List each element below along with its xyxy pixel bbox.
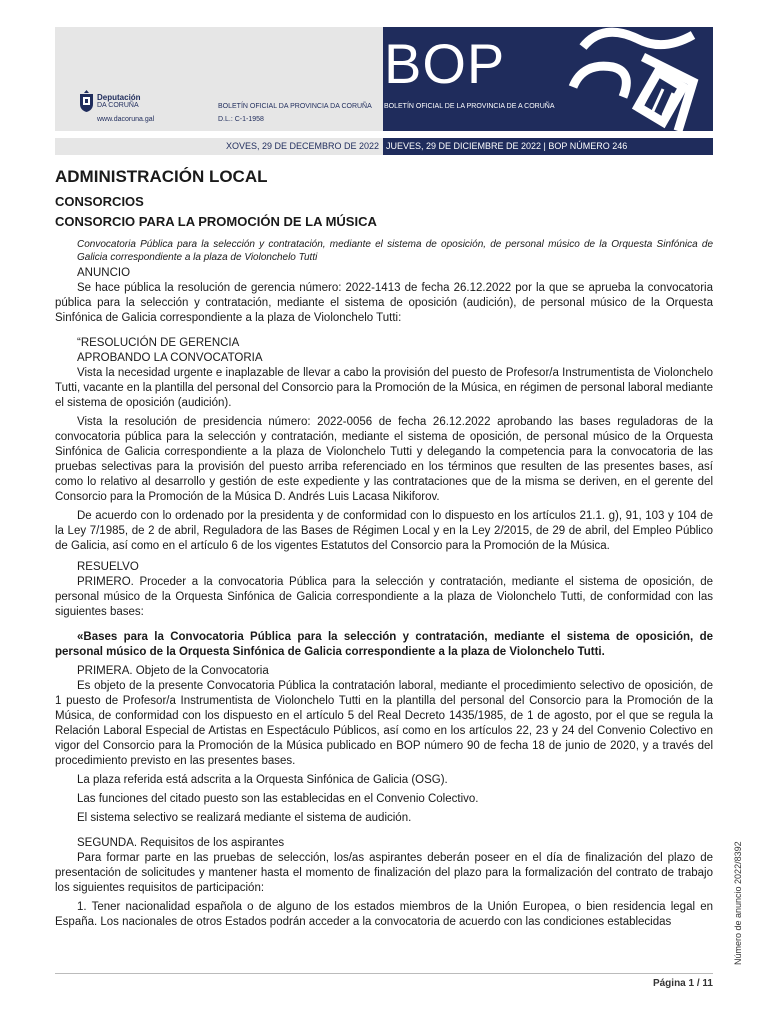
bulletin-title-galician: BOLETÍN OFICIAL DA PROVINCIA DA CORUÑA <box>218 103 372 110</box>
paragraph-objeto: Es objeto de la presente Convocatoria Pública la contratación laboral, mediante el procedimiento selectivo de oposición, de 1 puesto de Profesor/a Instrumentista de Violonchelo Tutti en la plantilla del personal del Consorcio para la Promoción de la Música, de conformidad con los dispuesto en el artículo 5 del Real Decreto 1435/1985, de 1 de agosto, por el que se regula la Relación Laboral Especial de Artistas en Espectáculo Públicos, así como en los artículos 22, 23 y 24 del Convenio Colectivo en vigor del Consorcio para la Promoción de la Música publicado en BOP número 90 de fecha 18 de junio de 2020, y a través del procedimiento previsto en las presentes bases. <box>55 680 713 767</box>
paragraph-intro: Se hace pública la resolución de gerencia número: 2022-1413 de fecha 26.12.2022 por la que se aprueba la convocatoria pública para la selección y contratación, mediante el sistema de oposición (audición), de personal músico de la Orquesta Sinfónica de Galicia correspondiente a la plaza de Violonchelo Tutti: <box>55 282 713 324</box>
deputacion-subname: DA CORUÑA <box>97 102 139 109</box>
resuelvo-label: RESUELVO <box>77 561 139 573</box>
announcement-number: Número de anuncio 2022/8392 <box>733 841 743 965</box>
website-link[interactable]: www.dacoruna.gal <box>97 116 155 123</box>
base-primera-heading: PRIMERA. Objeto de la Convocatoria <box>77 665 269 677</box>
paragraph-vista-2: Vista la resolución de presidencia número: 2022-0056 de fecha 26.12.2022 aprobando las bases reguladoras de la convocatoria pública para la selección y contratación, mediante el sistema de oposición, de personal músico de la Orquesta Sinfónica de Galicia correspondiente a la plaza de Violonchelo Tutti y delegando la competencia para la convocatoria de las pruebas selectivas para la provisión del puesto arriba referenciado en los términos que resulten de las presentes bases, así como lo relativo al desarrollo y gestión de este expediente y las contrataciones que de la misma se deriven, en el gerente del Consorcio para la Promoción de la Música D. Andrés Luis Lacasa Nikiforov. <box>55 416 713 503</box>
resolution-subtitle: APROBANDO LA CONVOCATORIA <box>77 352 263 364</box>
announcement-summary: Convocatoria Pública para la selección y contratación, mediante el sistema de oposición, de personal músico de la Orquesta Sinfónica de Galicia correspondiente a la plaza de Violonchelo Tutti <box>77 239 713 263</box>
paragraph-acuerdo: De acuerdo con lo ordenado por la presidenta y de conformidad con lo dispuesto en los artículos 21.1. g), 91, 103 y 104 de la Ley 7/1985, de 2 de abril, Reguladora de las Bases de Régimen Local y en la Ley 2/2015, de 29 de abril, del Empleo Público de Galicia, así como en el artículo 6 de los vigentes Estatutos del Consorcio para la Promoción de la Música. <box>55 510 713 552</box>
subsection-heading: CONSORCIOS <box>55 194 144 209</box>
paragraph-nacionalidad: 1. Tener nacionalidad española o de alguno de los estados miembros de la Unión Europea, o bien residencia legal en España. Los nacionales de otros Estados podrán acceder a la convocatoria de acuerdo con las condiciones establecidas <box>55 901 713 928</box>
paragraph-requisitos: Para formar parte en las pruebas de selección, los/as aspirantes deberán poseer en el día de finalización del plazo de presentación de solicitudes y mantener hasta el momento de finalización del plazo para la formalización del contrato de trabajo los siguientes requisitos de participación: <box>55 852 713 894</box>
page-number: Página 1 / 11 <box>652 978 713 989</box>
bop-title: BOP <box>384 32 506 95</box>
date-galician: XOVES, 29 DE DECEMBRO DE 2022 <box>55 138 383 155</box>
paragraph-primero: PRIMERO. Proceder a la convocatoria Pública para la selección y contratación, mediante el sistema de oposición, de personal músico de la Orquesta Sinfónica de Galicia correspondiente a la plaza de Violonchelo Tutti, de conformidad con las siguientes bases: <box>55 576 713 618</box>
legal-deposit: D.L.: C-1-1958 <box>218 116 264 123</box>
paragraph-bases-title: «Bases para la Convocatoria Pública para la selección y contratación, mediante el sistema de oposición, de personal músico de la Orquesta Sinfónica de Galicia correspondiente a la plaza de Violonchelo Tutti. <box>55 631 713 658</box>
paragraph-adscrita: La plaza referida está adscrita a la Orquesta Sinfónica de Galicia (OSG). <box>77 774 448 786</box>
deputacion-logo-icon <box>78 90 95 112</box>
deputacion-name: Deputación <box>97 93 141 102</box>
coat-of-arms-graphic <box>543 27 713 131</box>
date-spanish: JUEVES, 29 DE DICIEMBRE DE 2022 | BOP NÚMERO 246 <box>383 138 713 155</box>
bulletin-title-spanish: BOLETÍN OFICIAL DE LA PROVINCIA DE A CORUÑA <box>384 103 555 110</box>
document-body <box>55 163 713 930</box>
footer-divider <box>55 973 713 974</box>
paragraph-vista-1: Vista la necesidad urgente e inaplazable de llevar a cabo la provisión del puesto de Profesor/a Instrumentista de Violonchelo Tutti, vacante en la plantilla del personal del Consorcio para la Promoción de la Música, en régimen de personal laboral mediante el sistema de oposición (audición). <box>55 367 714 409</box>
resolution-title: “RESOLUCIÓN DE GERENCIA <box>77 337 240 349</box>
base-segunda-heading: SEGUNDA. Requisitos de los aspirantes <box>77 837 285 849</box>
entity-heading: CONSORCIO PARA LA PROMOCIÓN DE LA MÚSICA <box>55 214 377 229</box>
paragraph-funciones: Las funciones del citado puesto son las establecidas en el Convenio Colectivo. <box>77 793 479 805</box>
anuncio-label: ANUNCIO <box>77 267 131 279</box>
paragraph-sistema: El sistema selectivo se realizará mediante el sistema de audición. <box>77 812 412 824</box>
section-heading: ADMINISTRACIÓN LOCAL <box>55 167 268 186</box>
